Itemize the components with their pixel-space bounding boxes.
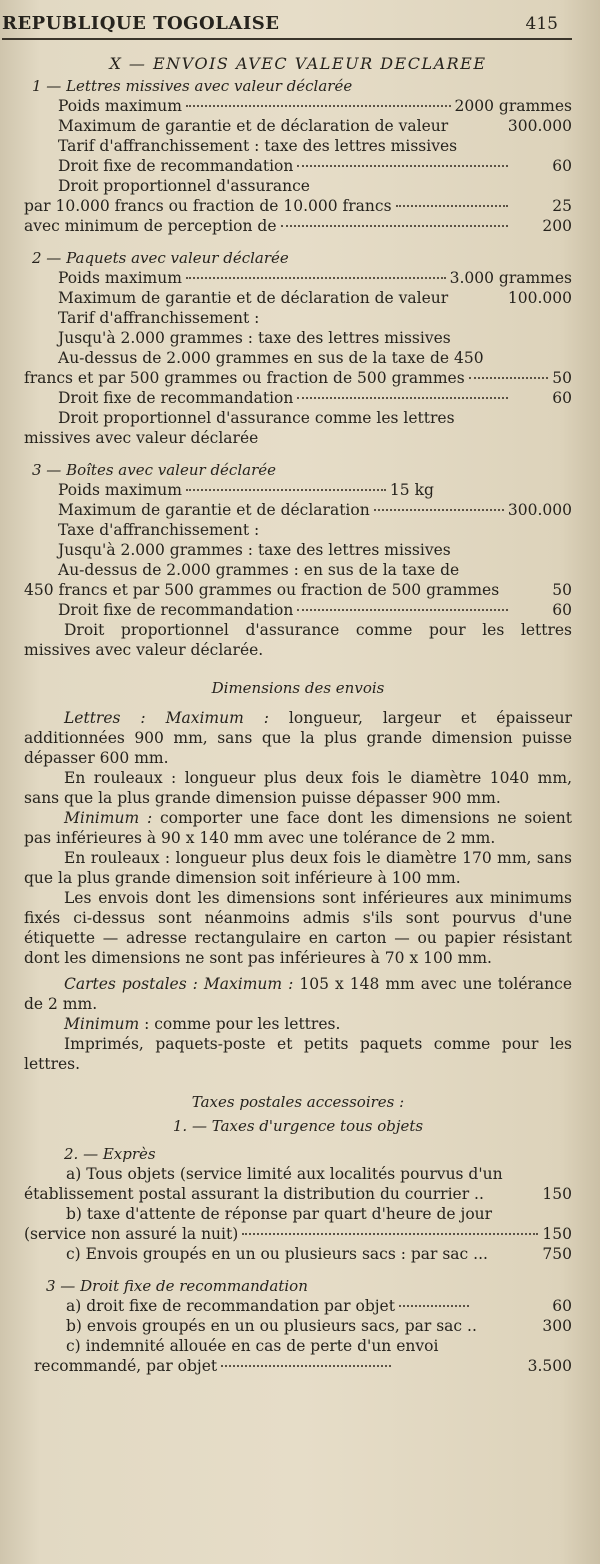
- s3-line: [24, 600, 572, 620]
- taxes-title: Taxes postales accessoires :: [191, 1093, 405, 1111]
- s1-line: [24, 156, 572, 176]
- s1-value: 300.000: [507, 117, 572, 135]
- tax-label: a) droit fixe de recommandation par objet: [66, 1297, 395, 1315]
- s1-line: [24, 136, 572, 156]
- s2-value: 100.000: [507, 289, 572, 307]
- dim-label: Minimum: [64, 1015, 140, 1033]
- tax-label: c) Envois groupés en un ou plusieurs sacs : par sac ...: [66, 1245, 488, 1263]
- s2-label: Maximum de garantie et de déclaration de valeur: [58, 289, 449, 307]
- s3-text: Jusqu'à 2.000 grammes : taxe des lettres missives: [58, 541, 451, 559]
- s2-line: [24, 368, 572, 388]
- tax-label: b) envois groupés en un ou plusieurs sacs, par sac ..: [66, 1317, 477, 1335]
- s2-text: Tarif d'affranchissement :: [58, 309, 260, 327]
- s3-text: Au-dessus de 2.000 grammes : en sus de la taxe de: [58, 561, 460, 579]
- s2-line: [24, 348, 572, 368]
- s1-line: [24, 196, 572, 216]
- tax-label: recommandé, par objet: [34, 1357, 218, 1375]
- s3-text: Taxe d'affranchissement :: [58, 521, 260, 539]
- s3-line: [24, 560, 572, 580]
- dim-paragraph: En rouleaux : longueur plus deux fois le diamètre 170 mm, sans que la plus grande dimension soit inférieure à 100 mm.: [24, 849, 572, 887]
- s3-paragraph: Droit proportionnel d'assurance comme pour les lettres missives avec valeur déclarée.: [24, 621, 572, 659]
- tax-line: [24, 1204, 572, 1224]
- s2-text: Jusqu'à 2.000 grammes : taxe des lettres missives: [58, 329, 451, 347]
- s2-line: [24, 408, 572, 428]
- s2-line: [24, 268, 572, 288]
- s3-value: 15 kg: [389, 481, 434, 499]
- tax-value: 150: [542, 1185, 572, 1203]
- subsection-2-title: 2 — Paquets avec valeur déclarée: [32, 249, 289, 267]
- dim-paragraph: [24, 808, 572, 848]
- tax-line: [24, 1316, 572, 1336]
- tax-line: [24, 1224, 572, 1244]
- s1-label: Maximum de garantie et de déclaration de valeur: [58, 117, 449, 135]
- s1-line: [24, 216, 572, 236]
- s3-label: Poids maximum: [58, 481, 182, 499]
- s2-line: [24, 428, 572, 448]
- s1-label: Droit fixe de recommandation: [58, 157, 294, 175]
- s2-label: francs et par 500 grammes ou fraction de 500 grammes: [24, 369, 465, 387]
- s3-value: 60: [552, 601, 572, 619]
- s1-label: par 10.000 francs ou fraction de 10.000 francs: [24, 197, 392, 215]
- taxes-recommandation: 3 — Droit fixe de recommandation: [46, 1277, 308, 1295]
- s3-line: [24, 480, 572, 500]
- dim-text: comporter une face dont les dimensions ne soient pas inférieures à 90 x 140 mm avec une tolérance de 2 mm.: [24, 809, 572, 847]
- dimensions-title: Dimensions des envois: [211, 679, 385, 697]
- s3-line: [24, 580, 572, 600]
- s2-line: [24, 288, 572, 308]
- s2-text: Droit proportionnel d'assurance comme les lettres: [58, 409, 455, 427]
- tax-line: [24, 1336, 572, 1356]
- s1-line: [24, 116, 572, 136]
- s2-value: 3.000 grammes: [449, 269, 572, 287]
- s3-line: [24, 500, 572, 520]
- s1-value: 200: [542, 217, 572, 235]
- tax-line: [24, 1184, 572, 1204]
- s1-value: 60: [552, 157, 572, 175]
- s1-label: Tarif d'affranchissement : taxe des lettres missives: [58, 137, 458, 155]
- tax-label: (service non assuré la nuit): [24, 1225, 239, 1243]
- section-title: X — ENVOIS AVEC VALEUR DECLAREE: [109, 54, 487, 73]
- s3-value: 300.000: [507, 501, 572, 519]
- s3-line: [24, 540, 572, 560]
- header-title: REPUBLIQUE TOGOLAISE: [2, 13, 280, 34]
- tax-line: [24, 1164, 572, 1184]
- dim-paragraph: [24, 708, 572, 768]
- dim-paragraph: Les envois dont les dimensions sont inférieures aux minimums fixés ci-dessus sont néanmoins admis s'ils sont pourvus d'une étiquette — adresse rectangulaire en carton — ou papier résistant dont les dimensions ne sont pas inférieures à 70 x 100 mm.: [24, 889, 572, 967]
- s1-label: avec minimum de perception de: [24, 217, 277, 235]
- tax-line: [24, 1296, 572, 1316]
- s2-label: Poids maximum: [58, 269, 182, 287]
- s2-line: [24, 328, 572, 348]
- dim-paragraph: Imprimés, paquets-poste et petits paquets comme pour les lettres.: [24, 1035, 572, 1073]
- subsection-3-title: 3 — Boîtes avec valeur déclarée: [32, 461, 276, 479]
- tax-value: 60: [552, 1297, 572, 1315]
- dim-text: : comme pour les lettres.: [139, 1015, 341, 1033]
- s2-text: Au-dessus de 2.000 grammes en sus de la taxe de 450: [58, 349, 484, 367]
- tax-value: 750: [542, 1245, 572, 1263]
- dim-label: Lettres : Maximum :: [64, 709, 269, 727]
- s1-value: 2000 grammes: [454, 97, 572, 115]
- s1-value: 25: [552, 197, 572, 215]
- s3-value: 50: [552, 581, 572, 599]
- s2-line: [24, 308, 572, 328]
- tax-label: établissement postal assurant la distribution du courrier ..: [24, 1185, 484, 1203]
- dim-label: Cartes postales : Maximum :: [64, 975, 294, 993]
- dim-text: 105 x 148 mm avec une tolérance de 2 mm.: [24, 975, 572, 1013]
- s3-label: 450 francs et par 500 grammes ou fraction de 500 grammes: [24, 581, 500, 599]
- s2-label: Droit fixe de recommandation: [58, 389, 294, 407]
- dim-label: Minimum :: [64, 809, 153, 827]
- page-number: 415: [525, 14, 558, 34]
- s1-label: Poids maximum: [58, 97, 182, 115]
- dim-text: longueur, largeur et épaisseur additionnées 900 mm, sans que la plus grande dimension puisse dépasser 600 mm.: [24, 709, 573, 767]
- s1-line: [24, 96, 572, 116]
- tax-line: [24, 1356, 572, 1376]
- s2-text: missives avec valeur déclarée: [24, 429, 259, 447]
- dim-paragraph: En rouleaux : longueur plus deux fois le diamètre 1040 mm, sans que la plus grande dimension puisse dépasser 900 mm.: [24, 769, 572, 807]
- dim-paragraph: [24, 1014, 572, 1034]
- tax-value: 300: [542, 1317, 572, 1335]
- tax-line: [24, 1244, 572, 1264]
- s3-line: [24, 520, 572, 540]
- s2-value: 50: [552, 369, 572, 387]
- tax-value: 3.500: [527, 1357, 572, 1375]
- tax-text: a) Tous objets (service limité aux localités pourvus d'un: [66, 1165, 503, 1183]
- s2-value: 60: [552, 389, 572, 407]
- taxes-expres: 2. — Exprès: [64, 1145, 156, 1163]
- tax-text: b) taxe d'attente de réponse par quart d'heure de jour: [66, 1205, 493, 1223]
- dim-paragraph: [24, 974, 572, 1014]
- s2-line: [24, 388, 572, 408]
- tax-text: c) indemnité allouée en cas de perte d'un envoi: [66, 1337, 439, 1355]
- s1-line: [24, 176, 572, 196]
- s3-label: Droit fixe de recommandation: [58, 601, 294, 619]
- subsection-1-title: 1 — Lettres missives avec valeur déclarée: [32, 77, 353, 95]
- s3-label: Maximum de garantie et de déclaration: [58, 501, 370, 519]
- taxes-urgence: 1. — Taxes d'urgence tous objets: [172, 1117, 424, 1135]
- tax-value: 150: [542, 1225, 572, 1243]
- s1-label: Droit proportionnel d'assurance: [58, 177, 310, 195]
- page-header: [2, 14, 572, 40]
